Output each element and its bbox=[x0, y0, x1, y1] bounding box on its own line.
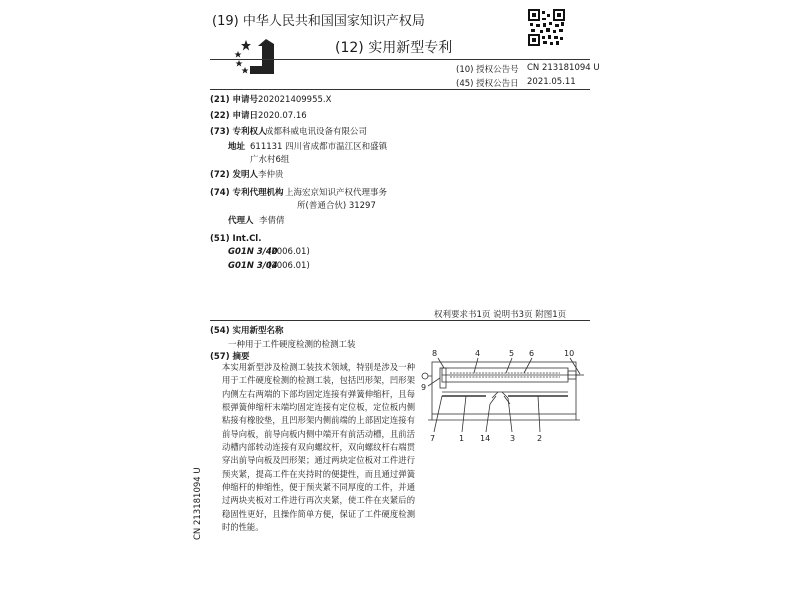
patent-office-logo-icon bbox=[232, 36, 276, 76]
fig-label-3: 3 bbox=[510, 434, 516, 443]
pub-no-value: CN 213181094 U bbox=[527, 63, 600, 73]
ipc1-date: (2006.01) bbox=[268, 247, 310, 257]
header-divider bbox=[210, 59, 590, 60]
frame-outline bbox=[432, 362, 576, 414]
inventor-value: 李仲贵 bbox=[258, 170, 284, 180]
fig-label-6: 6 bbox=[529, 349, 535, 358]
fig-label-14: 14 bbox=[480, 434, 491, 443]
agent-value: 李倩倩 bbox=[259, 216, 285, 226]
counts-divider bbox=[210, 320, 590, 321]
app-date-label: (22) 申请日 bbox=[210, 111, 259, 121]
fig-label-4: 4 bbox=[475, 349, 481, 358]
pub-no-label: (10) 授权公告号 bbox=[456, 65, 519, 75]
ipc2-date: (2006.01) bbox=[268, 261, 310, 271]
fig-label-9: 9 bbox=[421, 383, 427, 392]
office-name: (19) 中华人民共和国国家知识产权局 bbox=[212, 14, 425, 29]
pub-date-value: 2021.05.11 bbox=[527, 77, 576, 87]
app-no-value: 202021409955.X bbox=[258, 95, 332, 105]
agency-line2: 所(普通合伙) 31297 bbox=[297, 201, 376, 211]
app-no-label: (21) 申请号 bbox=[210, 95, 259, 105]
addr-label: 地址 bbox=[228, 142, 246, 152]
fig-label-10: 10 bbox=[564, 349, 575, 358]
addr-line1: 611131 四川省成都市温江区和盛镇 bbox=[250, 142, 388, 152]
fig-label-8: 8 bbox=[432, 349, 438, 358]
page-counts: 权利要求书1页 说明书3页 附图1页 bbox=[434, 310, 567, 320]
side-patent-number: CN 213181094 U bbox=[193, 467, 203, 540]
abstract-figure bbox=[420, 346, 592, 446]
abstract-label: (57) 摘要 bbox=[210, 352, 250, 362]
app-date-value: 2020.07.16 bbox=[258, 111, 307, 121]
ipc1-code: G01N 3/40 bbox=[228, 247, 278, 257]
owner-label: (73) 专利权人 bbox=[210, 127, 267, 137]
qr-code-icon bbox=[528, 9, 565, 46]
utility-title-value: 一种用于工件硬度检测的检测工装 bbox=[228, 340, 356, 350]
agency-label: (74) 专利代理机构 bbox=[210, 188, 284, 198]
pub-date-label: (45) 授权公告日 bbox=[456, 79, 519, 89]
agent-label: 代理人 bbox=[228, 216, 254, 226]
abstract-text: 本实用新型涉及检测工装技术领域，特别是涉及一种用于工件硬度检测的检测工装，包括凹形架，凹形架内侧左右两端的下部均固定连接有弹簧伸缩杆，且每根弹簧伸缩杆末端均固定连接有定位板，定位板内侧粘接有橡胶垫，且凹形架内侧前端的上部固定连接有前导向板，前导向板内侧中端开有前活动槽，且前活动槽内部转动连接有双向螺纹杆，双向螺纹杆右端贯穿出前导向板及凹形架；通过两块定位板对工件进行预夹紧，提高工件在夹持时的便捷性，而且通过弹簧伸缩杆的伸缩性，便于预夹紧不同厚度的工件，并通过两块夹板对工件进行再次夹紧，使工件在夹紧后的稳固性更好，且操作简单方便，保证了工件硬度检测时的性能。 bbox=[222, 362, 415, 533]
agency-line1: 上海宏京知识产权代理事务 bbox=[285, 188, 388, 198]
fig-label-1: 1 bbox=[459, 434, 465, 443]
fig-label-7: 7 bbox=[430, 434, 436, 443]
owner-value: 成都科威电讯设备有限公司 bbox=[265, 127, 368, 137]
ipc2-code: G01N 3/04 bbox=[228, 261, 278, 271]
fig-label-5: 5 bbox=[509, 349, 515, 358]
addr-line2: 广水村6组 bbox=[250, 155, 290, 165]
intcl-label: (51) Int.Cl. bbox=[210, 234, 262, 244]
patent-type: (12) 实用新型专利 bbox=[335, 40, 453, 56]
inventor-label: (72) 发明人 bbox=[210, 170, 259, 180]
header-divider-2 bbox=[210, 89, 590, 90]
fig-label-2: 2 bbox=[537, 434, 543, 443]
utility-title-label: (54) 实用新型名称 bbox=[210, 326, 284, 336]
